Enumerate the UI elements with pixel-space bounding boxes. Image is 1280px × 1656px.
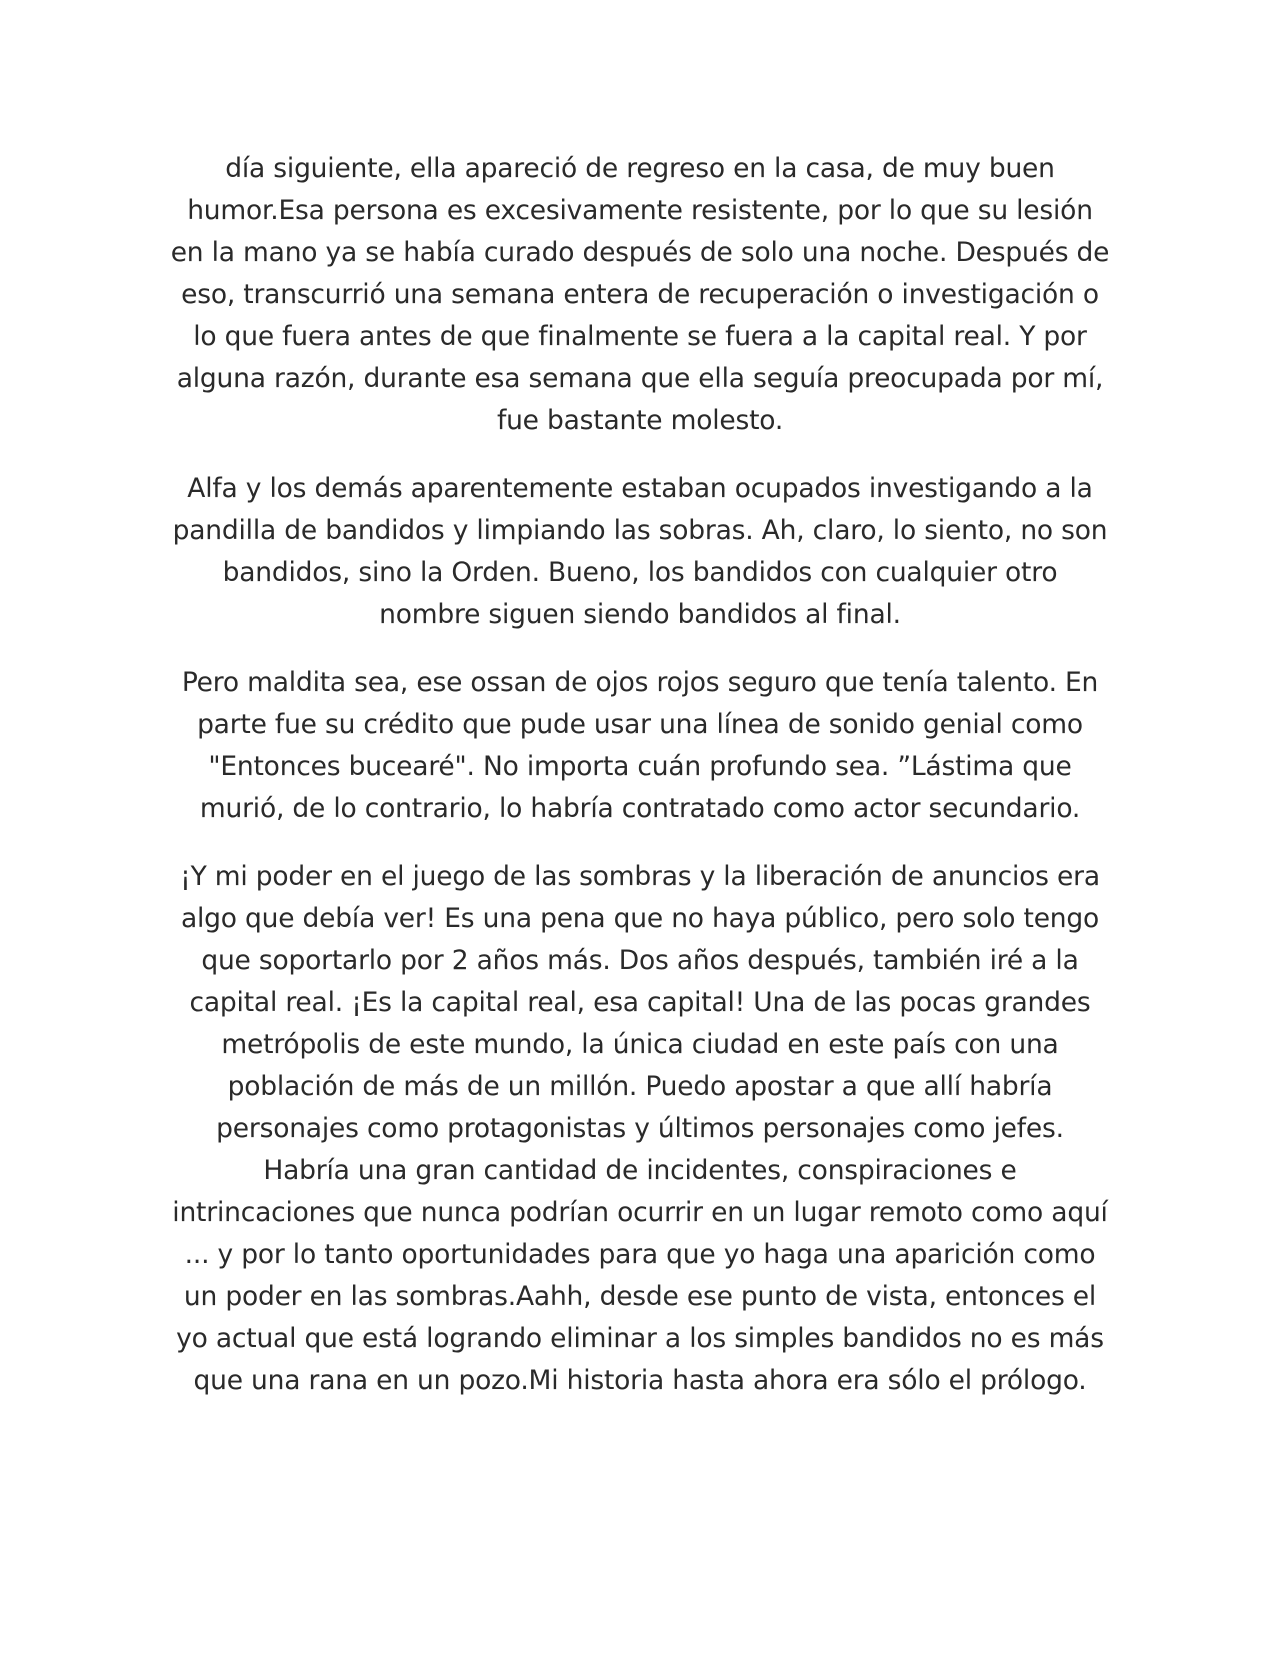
paragraph-4: ¡Y mi poder en el juego de las sombras y la liberación de anuncios era algo que debía ver! Es una pena que no haya público, pero solo tengo que soportarlo por 2 años más. Dos años después, también iré a la capital real. ¡Es la capital real, esa capital! Una de las pocas grandes metrópolis de este mundo, la única ciudad en este país con una población de más de un millón. Puedo apostar a que allí habría personajes como protagonistas y últimos personajes como jefes. Habría una gran cantidad de incidentes, conspiraciones e intrincaciones que nunca podrían ocurrir en un lugar remoto como aquí ... y por lo tanto oportunidades para que yo haga una aparición como un poder en las sombras.Aahh, desde ese punto de vista, entonces el yo actual que está logrando eliminar a los simples bandidos no es más que una rana en un pozo.Mi historia hasta ahora era sólo el prólogo.: [172, 861, 1108, 1396]
document-body: [170, 148, 1110, 1428]
paragraph-1: día siguiente, ella apareció de regreso en la casa, de muy buen humor.Esa persona es excesivamente resistente, por lo que su lesión en la mano ya se había curado después de solo una noche. Después de eso, transcurrió una semana entera de recuperación o investigación o lo que fuera antes de que finalmente se fuera a la capital real. Y por alguna razón, durante esa semana que ella seguía preocupada por mí, fue bastante molesto.: [170, 153, 1110, 436]
paragraph-3: Pero maldita sea, ese ossan de ojos rojos seguro que tenía talento. En parte fue su crédito que pude usar una línea de sonido genial como "Entonces bucearé". No importa cuán profundo sea. ”Lástima que murió, de lo contrario, lo habría contratado como actor secundario.: [181, 667, 1099, 824]
paragraph-2: Alfa y los demás aparentemente estaban ocupados investigando a la pandilla de bandidos y limpiando las sobras. Ah, claro, lo siento, no son bandidos, sino la Orden. Bueno, los bandidos con cualquier otro nombre siguen siendo bandidos al final.: [172, 473, 1108, 630]
